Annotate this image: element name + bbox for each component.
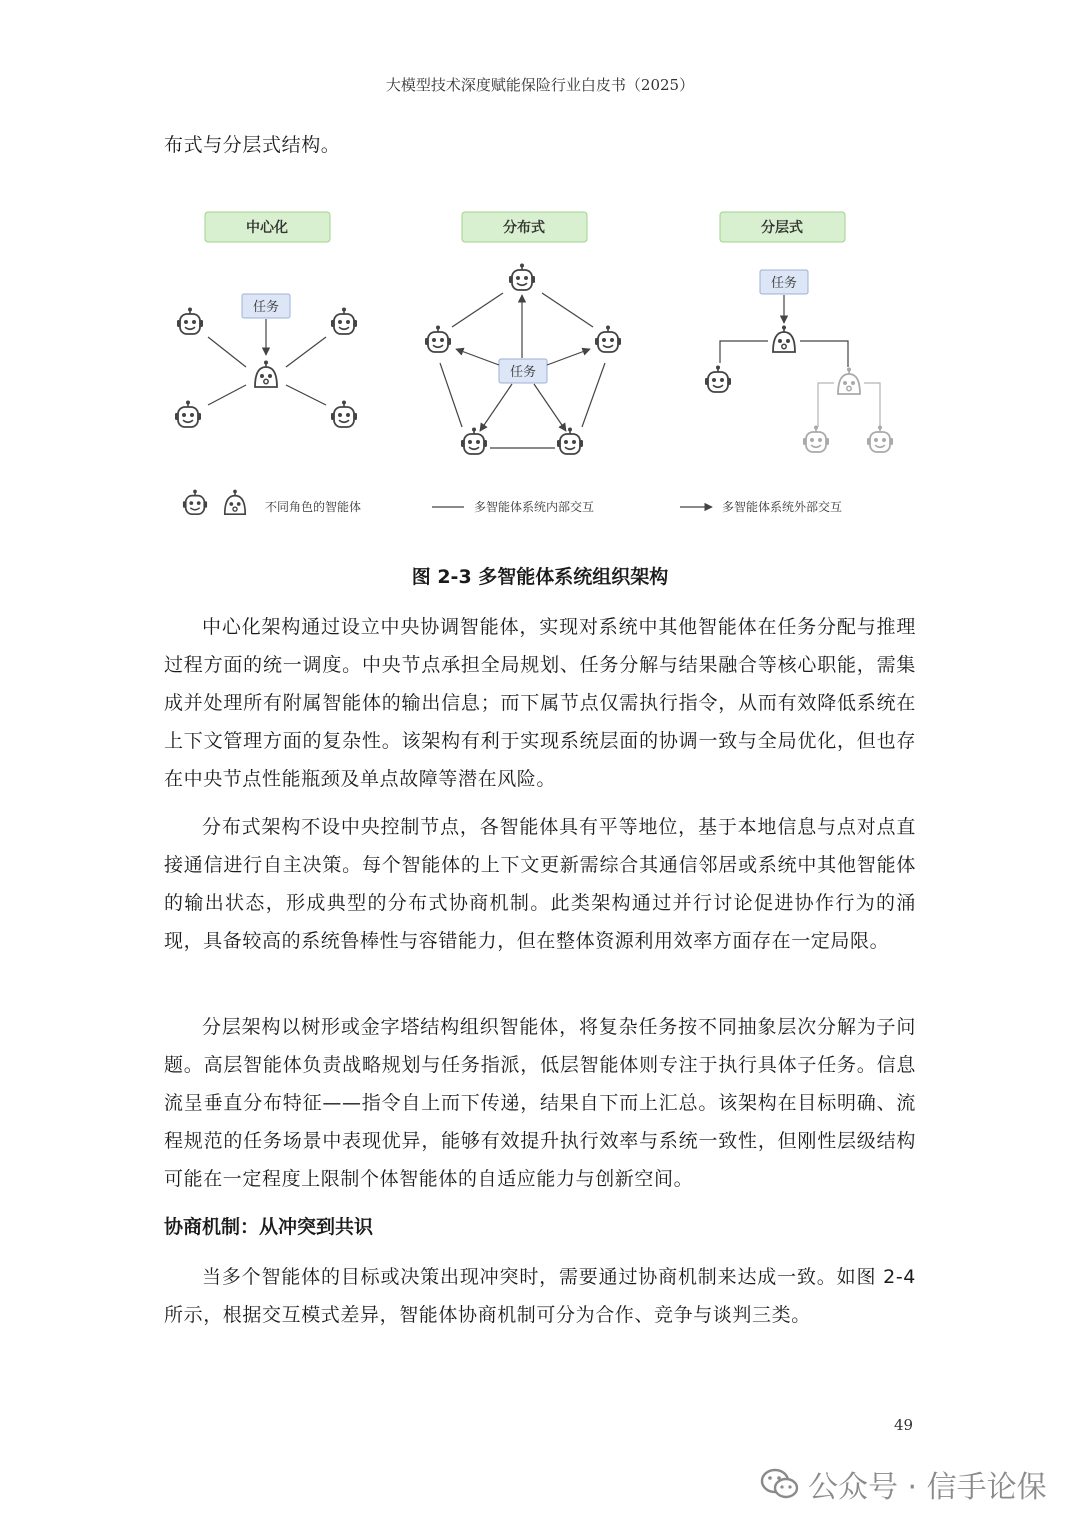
legend bbox=[183, 490, 842, 515]
figure-caption: 图 2-3 多智能体系统组织架构 bbox=[411, 566, 669, 588]
agent-robot-icon bbox=[509, 264, 535, 291]
agent-robot-icon bbox=[177, 308, 203, 335]
lead-agent-icon bbox=[255, 361, 277, 388]
agent-robot-icon bbox=[705, 366, 731, 393]
lead-agent-icon bbox=[773, 326, 795, 353]
paragraph-negotiation: 当多个智能体的目标或决策出现冲突时，需要通过协商机制来达成一致。如图 2-4 所示，根据交互模式差异，智能体协商机制可分为合作、竞争与谈判三类。 bbox=[164, 1266, 916, 1326]
panel-title-hierarchical: 分层式 bbox=[761, 220, 803, 236]
paragraph-hierarchical: 分层架构以树形或金字塔结构组织智能体，将复杂任务按不同抽象层次分解为子问题。高层智能体负责战略规划与任务指派，低层智能体则专注于执行具体子任务。信息流呈垂直分布特征——指令自上而下传递，结果自下而上汇总。该架构在目标明确、流程规范的任务场景中表现优异，能够有效提升执行效率与系统一致性，但刚性层级结构可能在一定程度上限制个体智能体的自适应能力与创新空间。 bbox=[164, 1016, 916, 1190]
sub-lead-agent-icon bbox=[838, 368, 860, 395]
agent-robot-icon bbox=[557, 428, 583, 455]
agent-robot-icon bbox=[175, 401, 201, 428]
running-title: 大模型技术深度赋能保险行业白皮书（2025） bbox=[385, 76, 695, 94]
task-label: 任务 bbox=[509, 365, 537, 380]
agent-robot-icon bbox=[425, 326, 451, 353]
agent-robot-icon bbox=[331, 308, 357, 335]
panel-hierarchical bbox=[705, 212, 893, 452]
panel-distributed bbox=[425, 212, 621, 454]
wechat-icon bbox=[760, 1467, 800, 1501]
agent-robot-icon bbox=[803, 426, 829, 453]
page-number: 49 bbox=[894, 1416, 914, 1434]
legend-lead-robot-icon bbox=[225, 490, 245, 515]
legend-internal-label: 多智能体系统内部交互 bbox=[474, 500, 595, 514]
panel-centralized bbox=[175, 212, 357, 427]
agent-robot-icon bbox=[331, 401, 357, 428]
section-heading: 协商机制：从冲突到共识 bbox=[164, 1216, 374, 1238]
watermark-text: 公众号 · 信手论保 bbox=[808, 1470, 1047, 1505]
agent-robot-icon bbox=[867, 426, 893, 453]
watermark bbox=[760, 1462, 1047, 1506]
legend-agents-label: 不同角色的智能体 bbox=[265, 500, 362, 514]
intro-line: 布式与分层式结构。 bbox=[164, 134, 341, 156]
legend-external-label: 多智能体系统外部交互 bbox=[722, 500, 843, 514]
agent-robot-icon bbox=[595, 326, 621, 353]
legend-robot-icon bbox=[183, 490, 207, 515]
agent-robot-icon bbox=[461, 428, 487, 455]
panel-title-distributed: 分布式 bbox=[503, 220, 545, 236]
task-label: 任务 bbox=[252, 300, 280, 315]
task-label: 任务 bbox=[770, 276, 798, 291]
paragraph-distributed: 分布式架构不设中央控制节点，各智能体具有平等地位，基于本地信息与点对点直接通信进行自主决策。每个智能体的上下文更新需综合其通信邻居或系统中其他智能体的输出状态，形成典型的分布式协商机制。此类架构通过并行讨论促进协作行为的涌现，具备较高的系统鲁棒性与容错能力，但在整体资源利用效率方面存在一定局限。 bbox=[164, 816, 916, 952]
paragraph-centralized: 中心化架构通过设立中央协调智能体，实现对系统中其他智能体在任务分配与推理过程方面的统一调度。中央节点承担全局规划、任务分解与结果融合等核心职能，需集成并处理所有附属智能体的输出信息；而下属节点仅需执行指令，从而有效降低系统在上下文管理方面的复杂性。该架构有利于实现系统层面的协调一致与全局优化，但也存在中央节点性能瓶颈及单点故障等潜在风险。 bbox=[164, 616, 916, 790]
multi-agent-diagram bbox=[150, 195, 930, 535]
panel-title-centralized: 中心化 bbox=[246, 220, 288, 236]
